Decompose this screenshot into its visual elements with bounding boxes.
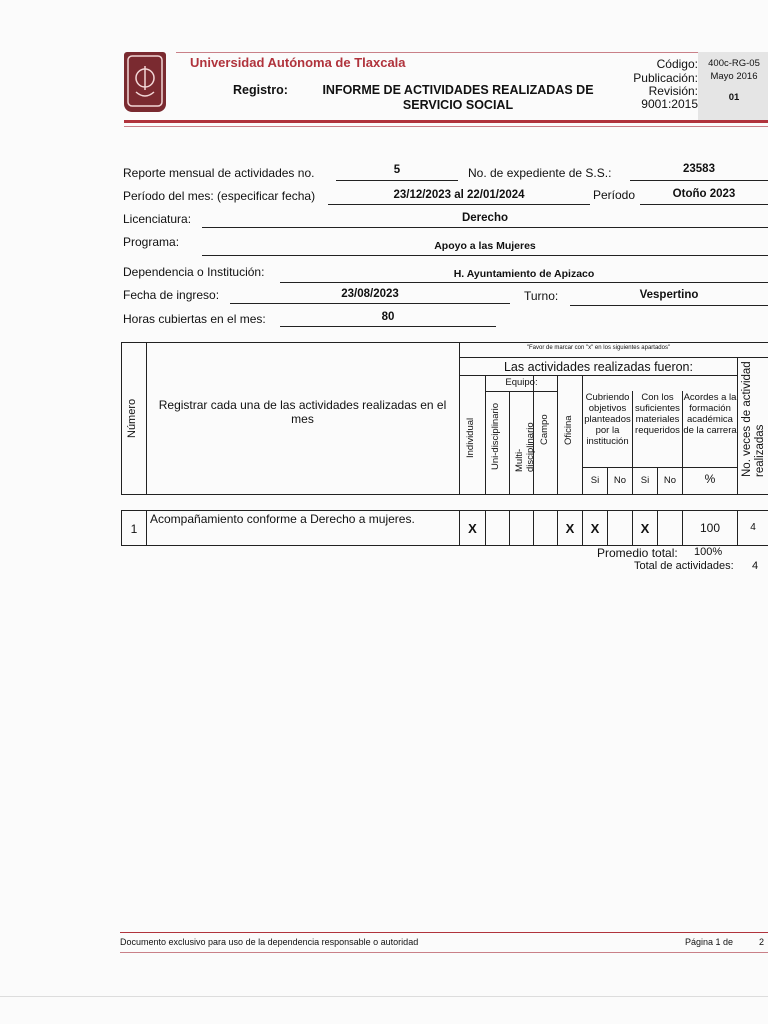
header-bottom-rule: [124, 120, 768, 123]
periodo-mes-underline: [328, 204, 590, 205]
si-1: Si: [590, 475, 600, 486]
dependencia-label: Dependencia o Institución:: [123, 265, 265, 279]
licenciatura-underline: [202, 227, 768, 228]
footer-rule-2: [120, 952, 768, 953]
col-oficina: Oficina: [563, 415, 574, 445]
group-header: Las actividades realizadas fueron:: [503, 360, 693, 374]
periodo-label: Período: [593, 188, 636, 202]
publicacion-label: Publicación:: [633, 71, 698, 85]
ingreso-value: 23/08/2023: [341, 288, 399, 300]
registro-label: Registro:: [233, 83, 288, 97]
page-total: 2: [759, 937, 765, 947]
turno-value: Vespertino: [639, 289, 699, 301]
col-veces: No. veces de actividad realizadas: [741, 361, 766, 477]
codigo-value: 400c-RG-05: [708, 58, 760, 69]
no-2: No: [663, 475, 677, 486]
revision-label: Revisión:: [648, 84, 698, 98]
row-materiales-si: X: [640, 521, 650, 536]
programa-underline: [202, 255, 768, 256]
row-oficina: X: [565, 521, 575, 536]
periodo-value: Otoño 2023: [672, 188, 736, 200]
header-bottom-rule-2: [124, 126, 768, 127]
si-2: Si: [640, 475, 650, 486]
row-porcentaje: 100: [699, 521, 721, 535]
col-multi: Multi-disciplinario: [514, 422, 536, 472]
ingreso-label: Fecha de ingreso:: [123, 288, 220, 302]
reporte-underline: [336, 180, 458, 181]
col-individual: Individual: [465, 417, 476, 458]
periodo-mes-label: Período del mes: (especificar fecha): [123, 189, 316, 203]
revision-value: 01: [728, 92, 740, 103]
total-value: 4: [752, 560, 759, 572]
pct-header: %: [704, 472, 716, 486]
turno-label: Turno:: [524, 289, 559, 303]
dependencia-value: H. Ayuntamiento de Apizaco: [453, 268, 595, 280]
programa-label: Programa:: [123, 235, 180, 249]
header-top-rule: [176, 52, 698, 53]
turno-underline: [570, 305, 768, 306]
promedio-label: Promedio total:: [597, 546, 678, 560]
licenciatura-label: Licenciatura:: [123, 212, 192, 226]
row-veces: 4: [750, 522, 756, 533]
row-individual: X: [468, 521, 477, 536]
periodo-mes-value: 23/12/2023 al 22/01/2024: [393, 189, 525, 201]
expediente-underline: [630, 180, 768, 181]
row-actividad: Acompañamiento conforme a Derecho a mujeres.: [150, 512, 415, 526]
no-1: No: [613, 475, 627, 486]
footer-rule: [120, 932, 768, 933]
promedio-value: 100%: [694, 546, 723, 558]
col-cubriendo: Cubriendo objetivos planteados por la institución: [584, 392, 631, 447]
ingreso-underline: [230, 303, 510, 304]
norma-label: 9001:2015: [641, 97, 698, 111]
actividades-header: Registrar cada una de las actividades realizadas en el mes: [158, 398, 447, 426]
licenciatura-value: Derecho: [461, 212, 509, 224]
document-title: INFORME DE ACTIVIDADES REALIZADAS DE SERVICIO SOCIAL: [322, 83, 594, 112]
horas-underline: [280, 326, 496, 327]
reporte-value: 5: [393, 164, 401, 176]
codigo-label: Código:: [656, 57, 698, 71]
table-note: "Favor de marcar con "x" en los siguientes apartados": [526, 345, 671, 351]
university-logo: [124, 52, 166, 112]
row-cubriendo-si: X: [590, 521, 600, 536]
horas-label: Horas cubiertas en el mes:: [123, 312, 266, 326]
total-label: Total de actividades:: [634, 560, 734, 572]
programa-value: Apoyo a las Mujeres: [434, 240, 536, 252]
col-materiales: Con los suficientes materiales requeridos: [635, 392, 680, 436]
seal-icon: [124, 52, 166, 112]
expediente-label: No. de expediente de S.S.:: [468, 166, 612, 180]
dependencia-underline: [280, 282, 768, 283]
university-name: Universidad Autónoma de Tlaxcala: [190, 55, 406, 70]
scan-edge: [0, 996, 768, 997]
equipo-header: Equipo:: [505, 377, 538, 388]
footer-text: Documento exclusivo para uso de la dependencia responsable o autoridad: [120, 937, 419, 947]
col-acordes: Acordes a la formación académica de la carrera: [683, 392, 737, 436]
row-numero: 1: [130, 522, 138, 536]
publicacion-value: Mayo 2016: [710, 71, 758, 82]
expediente-value: 23583: [683, 163, 715, 175]
col-campo: Campo: [539, 414, 550, 445]
periodo-underline: [640, 204, 768, 205]
numero-header: Número: [126, 398, 138, 438]
horas-value: 80: [381, 311, 395, 323]
col-uni: Uni-disciplinario: [490, 402, 501, 470]
page-label: Página 1 de: [685, 937, 734, 947]
reporte-label: Reporte mensual de actividades no.: [123, 166, 315, 180]
